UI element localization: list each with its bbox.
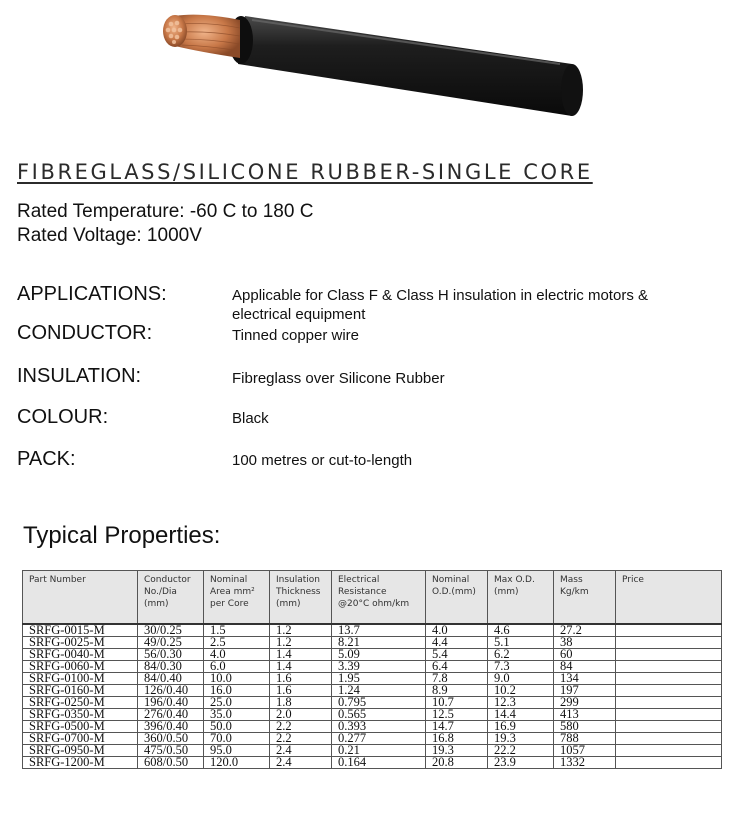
mass-cell: 299	[554, 697, 616, 709]
header-part-number: Part Number	[23, 571, 138, 625]
header-conductor: Conductor No./Dia (mm)	[138, 571, 204, 625]
table-row	[23, 673, 722, 685]
nominal-area-cell: 120.0	[204, 757, 270, 769]
electrical-resistance-cell: 0.565	[332, 709, 426, 721]
insulation-thickness-cell: 1.4	[270, 661, 332, 673]
insulation-thickness-cell: 2.2	[270, 721, 332, 733]
table-row	[23, 685, 722, 697]
conductor-cell: 396/0.40	[138, 721, 204, 733]
conductor-cell: 30/0.25	[138, 624, 204, 637]
conductor-cell: 126/0.40	[138, 685, 204, 697]
conductor-cell: 196/0.40	[138, 697, 204, 709]
nominal-area-cell: 6.0	[204, 661, 270, 673]
part-number-cell: SRFG-0025-M	[23, 637, 138, 649]
electrical-resistance-cell: 0.164	[332, 757, 426, 769]
conductor-cell: 56/0.30	[138, 649, 204, 661]
nominal-od-cell: 8.9	[426, 685, 488, 697]
conductor-label: CONDUCTOR:	[17, 322, 153, 344]
insulation-thickness-cell: 1.6	[270, 673, 332, 685]
mass-cell: 1057	[554, 745, 616, 757]
header-nominal-area: Nominal Area mm² per Core	[204, 571, 270, 625]
nominal-od-cell: 19.3	[426, 745, 488, 757]
mass-cell: 580	[554, 721, 616, 733]
part-number-cell: SRFG-0040-M	[23, 649, 138, 661]
max-od-cell: 23.9	[488, 757, 554, 769]
nominal-od-cell: 14.7	[426, 721, 488, 733]
nominal-area-cell: 95.0	[204, 745, 270, 757]
price-cell	[616, 685, 722, 697]
table-row	[23, 709, 722, 721]
table-row	[23, 637, 722, 649]
part-number-cell: SRFG-0950-M	[23, 745, 138, 757]
nominal-area-cell: 4.0	[204, 649, 270, 661]
nominal-od-cell: 4.4	[426, 637, 488, 649]
nominal-od-cell: 7.8	[426, 673, 488, 685]
max-od-cell: 5.1	[488, 637, 554, 649]
mass-cell: 27.2	[554, 624, 616, 637]
rated-temperature: Rated Temperature: -60 C to 180 C	[17, 201, 314, 222]
nominal-od-cell: 16.8	[426, 733, 488, 745]
conductor-value: Tinned copper wire	[232, 327, 360, 344]
conductor-cell: 608/0.50	[138, 757, 204, 769]
part-number-cell: SRFG-0250-M	[23, 697, 138, 709]
part-number-cell: SRFG-0500-M	[23, 721, 138, 733]
header-nominal-od: Nominal O.D.(mm)	[426, 571, 488, 625]
price-cell	[616, 673, 722, 685]
mass-cell: 38	[554, 637, 616, 649]
insulation-value: Fibreglass over Silicone Rubber	[232, 370, 445, 387]
applications-value: Applicable for Class F & Class H insulation in electric motors & electrical equipment	[232, 287, 648, 323]
insulation-label: INSULATION:	[17, 365, 142, 387]
colour-value: Black	[232, 410, 269, 427]
table-row	[23, 745, 722, 757]
table-header-row	[23, 571, 722, 625]
insulation-thickness-cell: 1.4	[270, 649, 332, 661]
price-cell	[616, 637, 722, 649]
insulation-thickness-cell: 2.0	[270, 709, 332, 721]
price-cell	[616, 745, 722, 757]
conductor-cell: 360/0.50	[138, 733, 204, 745]
conductor-cell: 84/0.30	[138, 661, 204, 673]
part-number-cell: SRFG-0160-M	[23, 685, 138, 697]
max-od-cell: 7.3	[488, 661, 554, 673]
part-number-cell: SRFG-0100-M	[23, 673, 138, 685]
part-number-cell: SRFG-0015-M	[23, 624, 138, 637]
insulation-thickness-cell: 2.2	[270, 733, 332, 745]
table-row	[23, 649, 722, 661]
insulation-thickness-cell: 2.4	[270, 745, 332, 757]
insulation-thickness-cell: 1.6	[270, 685, 332, 697]
electrical-resistance-cell: 5.09	[332, 649, 426, 661]
max-od-cell: 6.2	[488, 649, 554, 661]
part-number-cell: SRFG-0060-M	[23, 661, 138, 673]
max-od-cell: 22.2	[488, 745, 554, 757]
mass-cell: 60	[554, 649, 616, 661]
insulation-thickness-cell: 1.2	[270, 624, 332, 637]
nominal-od-cell: 10.7	[426, 697, 488, 709]
nominal-od-cell: 5.4	[426, 649, 488, 661]
electrical-resistance-cell: 0.393	[332, 721, 426, 733]
nominal-od-cell: 6.4	[426, 661, 488, 673]
table-row	[23, 757, 722, 769]
mass-cell: 413	[554, 709, 616, 721]
price-cell	[616, 649, 722, 661]
table-row	[23, 733, 722, 745]
mass-cell: 1332	[554, 757, 616, 769]
mass-cell: 788	[554, 733, 616, 745]
applications-label: APPLICATIONS:	[17, 283, 167, 305]
header-insulation-thickness: Insulation Thickness (mm)	[270, 571, 332, 625]
price-cell	[616, 757, 722, 769]
header-max-od: Max O.D.(mm)	[488, 571, 554, 625]
price-cell	[616, 721, 722, 733]
conductor-cell: 475/0.50	[138, 745, 204, 757]
conductor-cell: 49/0.25	[138, 637, 204, 649]
insulation-thickness-cell: 2.4	[270, 757, 332, 769]
nominal-area-cell: 10.0	[204, 673, 270, 685]
electrical-resistance-cell: 0.795	[332, 697, 426, 709]
price-cell	[616, 697, 722, 709]
max-od-cell: 14.4	[488, 709, 554, 721]
header-price: Price	[616, 571, 722, 625]
nominal-od-cell: 20.8	[426, 757, 488, 769]
conductor-cell: 84/0.40	[138, 673, 204, 685]
electrical-resistance-cell: 13.7	[332, 624, 426, 637]
max-od-cell: 4.6	[488, 624, 554, 637]
part-number-cell: SRFG-0350-M	[23, 709, 138, 721]
price-cell	[616, 661, 722, 673]
electrical-resistance-cell: 0.277	[332, 733, 426, 745]
nominal-od-cell: 12.5	[426, 709, 488, 721]
nominal-area-cell: 2.5	[204, 637, 270, 649]
properties-table	[22, 570, 722, 769]
max-od-cell: 10.2	[488, 685, 554, 697]
part-number-cell: SRFG-0700-M	[23, 733, 138, 745]
nominal-area-cell: 50.0	[204, 721, 270, 733]
table-row	[23, 661, 722, 673]
header-mass: Mass Kg/km	[554, 571, 616, 625]
electrical-resistance-cell: 0.21	[332, 745, 426, 757]
pack-label: PACK:	[17, 448, 76, 470]
table-row	[23, 624, 722, 637]
insulation-thickness-cell: 1.2	[270, 637, 332, 649]
colour-label: COLOUR:	[17, 406, 109, 428]
max-od-cell: 16.9	[488, 721, 554, 733]
max-od-cell: 9.0	[488, 673, 554, 685]
nominal-area-cell: 16.0	[204, 685, 270, 697]
conductor-cell: 276/0.40	[138, 709, 204, 721]
table-row	[23, 721, 722, 733]
price-cell	[616, 733, 722, 745]
nominal-area-cell: 1.5	[204, 624, 270, 637]
table-row	[23, 697, 722, 709]
pack-value: 100 metres or cut-to-length	[232, 452, 413, 469]
price-cell	[616, 624, 722, 637]
nominal-area-cell: 25.0	[204, 697, 270, 709]
cable-image	[140, 6, 590, 124]
mass-cell: 84	[554, 661, 616, 673]
electrical-resistance-cell: 1.95	[332, 673, 426, 685]
electrical-resistance-cell: 1.24	[332, 685, 426, 697]
nominal-od-cell: 4.0	[426, 624, 488, 637]
electrical-resistance-cell: 3.39	[332, 661, 426, 673]
rated-voltage: Rated Voltage: 1000V	[17, 225, 202, 246]
product-title: FIBREGLASS/SILICONE RUBBER-SINGLE CORE	[17, 160, 593, 184]
nominal-area-cell: 35.0	[204, 709, 270, 721]
electrical-resistance-cell: 8.21	[332, 637, 426, 649]
mass-cell: 134	[554, 673, 616, 685]
nominal-area-cell: 70.0	[204, 733, 270, 745]
price-cell	[616, 709, 722, 721]
mass-cell: 197	[554, 685, 616, 697]
max-od-cell: 12.3	[488, 697, 554, 709]
max-od-cell: 19.3	[488, 733, 554, 745]
header-electrical-resistance: Electrical Resistance @20°C ohm/km	[332, 571, 426, 625]
insulation-thickness-cell: 1.8	[270, 697, 332, 709]
typical-properties-heading: Typical Properties:	[23, 522, 221, 549]
part-number-cell: SRFG-1200-M	[23, 757, 138, 769]
